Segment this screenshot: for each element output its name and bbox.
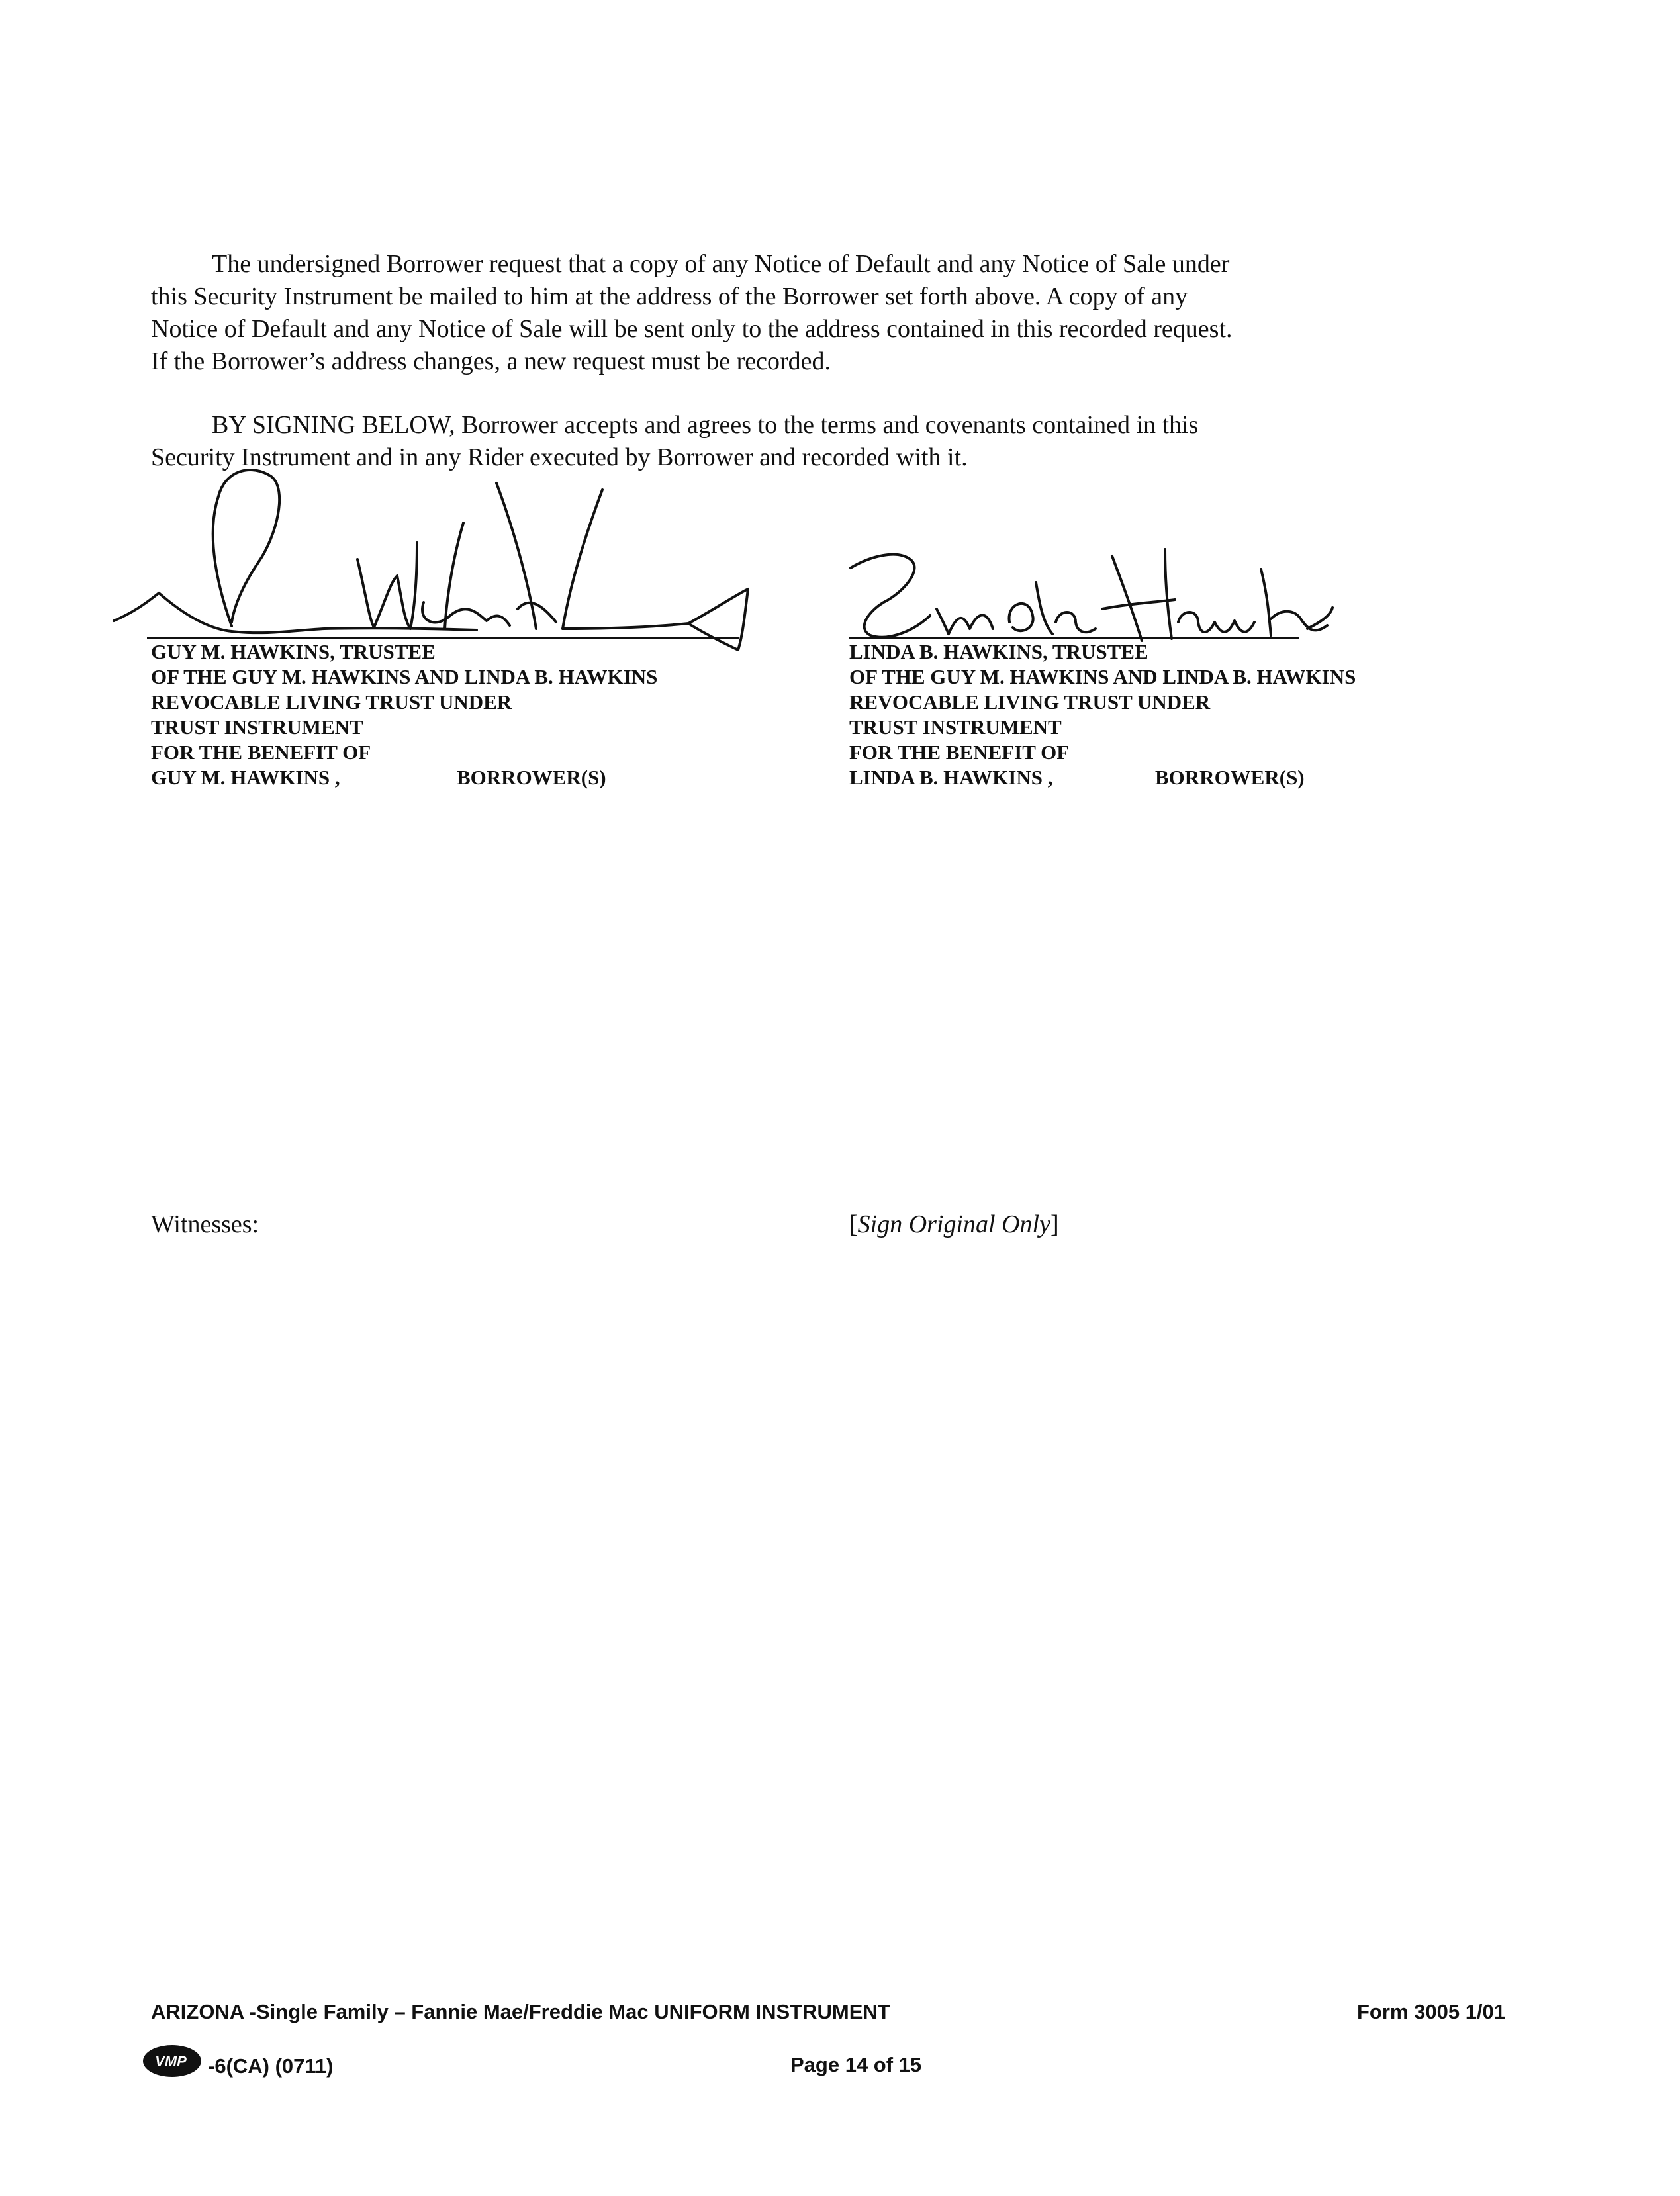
sign-original-text: Sign Original Only bbox=[857, 1211, 1050, 1238]
notice-line: If the Borrower’s address changes, a new request must be recorded. bbox=[151, 347, 831, 375]
signer-name-line: LINDA B. HAWKINS, TRUSTEE bbox=[849, 640, 1148, 663]
sign-original-note bbox=[849, 1210, 1059, 1239]
signer-line: LINDA B. HAWKINS , bbox=[849, 766, 1053, 789]
signature-line bbox=[849, 637, 1299, 639]
bracket-open: [ bbox=[849, 1211, 858, 1238]
signer-block-linda bbox=[849, 639, 1511, 790]
signing-line: Security Instrument and in any Rider executed by Borrower and recorded with it. bbox=[151, 443, 968, 471]
notice-line: this Security Instrument be mailed to him at the address of the Borrower set forth above. A copy of any bbox=[151, 283, 1188, 310]
signer-line: FOR THE BENEFIT OF bbox=[849, 741, 1070, 764]
vmp-logo-text: VMP bbox=[155, 2053, 187, 2070]
vmp-logo bbox=[142, 2040, 205, 2080]
signature-linda-hawkins bbox=[831, 529, 1334, 649]
signature-line bbox=[147, 637, 739, 639]
footer-form-code: -6(CA) (0711) bbox=[208, 2054, 334, 2078]
signer-block-guy bbox=[151, 639, 747, 790]
footer-form-number: Form 3005 1/01 bbox=[1357, 2000, 1506, 2023]
signer-line: OF THE GUY M. HAWKINS AND LINDA B. HAWKINS bbox=[151, 665, 658, 688]
notice-paragraph bbox=[151, 248, 1541, 378]
footer-form-title: ARIZONA -Single Family – Fannie Mae/Freddie Mac UNIFORM INSTRUMENT bbox=[151, 2000, 890, 2023]
signer-line: TRUST INSTRUMENT bbox=[151, 715, 363, 739]
signer-line: GUY M. HAWKINS , bbox=[151, 766, 340, 789]
witnesses-label: Witnesses: bbox=[151, 1211, 259, 1238]
signer-line: REVOCABLE LIVING TRUST UNDER bbox=[849, 690, 1211, 713]
notice-line: The undersigned Borrower request that a copy of any Notice of Default and any Notice of Sale under bbox=[212, 250, 1230, 278]
signer-name-line: GUY M. HAWKINS, TRUSTEE bbox=[151, 640, 436, 663]
signer-line: TRUST INSTRUMENT bbox=[849, 715, 1062, 739]
bracket-close: ] bbox=[1050, 1211, 1059, 1238]
signature-guy-hawkins bbox=[106, 463, 755, 655]
notice-line: Notice of Default and any Notice of Sale will be sent only to the address contained in this recorded request. bbox=[151, 315, 1233, 343]
signing-line: BY SIGNING BELOW, Borrower accepts and agrees to the terms and covenants contained in this bbox=[212, 411, 1199, 439]
borrower-role-label: BORROWER(S) bbox=[1155, 766, 1305, 789]
signer-line: REVOCABLE LIVING TRUST UNDER bbox=[151, 690, 512, 713]
signer-line: FOR THE BENEFIT OF bbox=[151, 741, 371, 764]
footer-page-number: Page 14 of 15 bbox=[790, 2053, 922, 2076]
signer-line: OF THE GUY M. HAWKINS AND LINDA B. HAWKINS bbox=[849, 665, 1356, 688]
borrower-role-label: BORROWER(S) bbox=[457, 766, 606, 789]
